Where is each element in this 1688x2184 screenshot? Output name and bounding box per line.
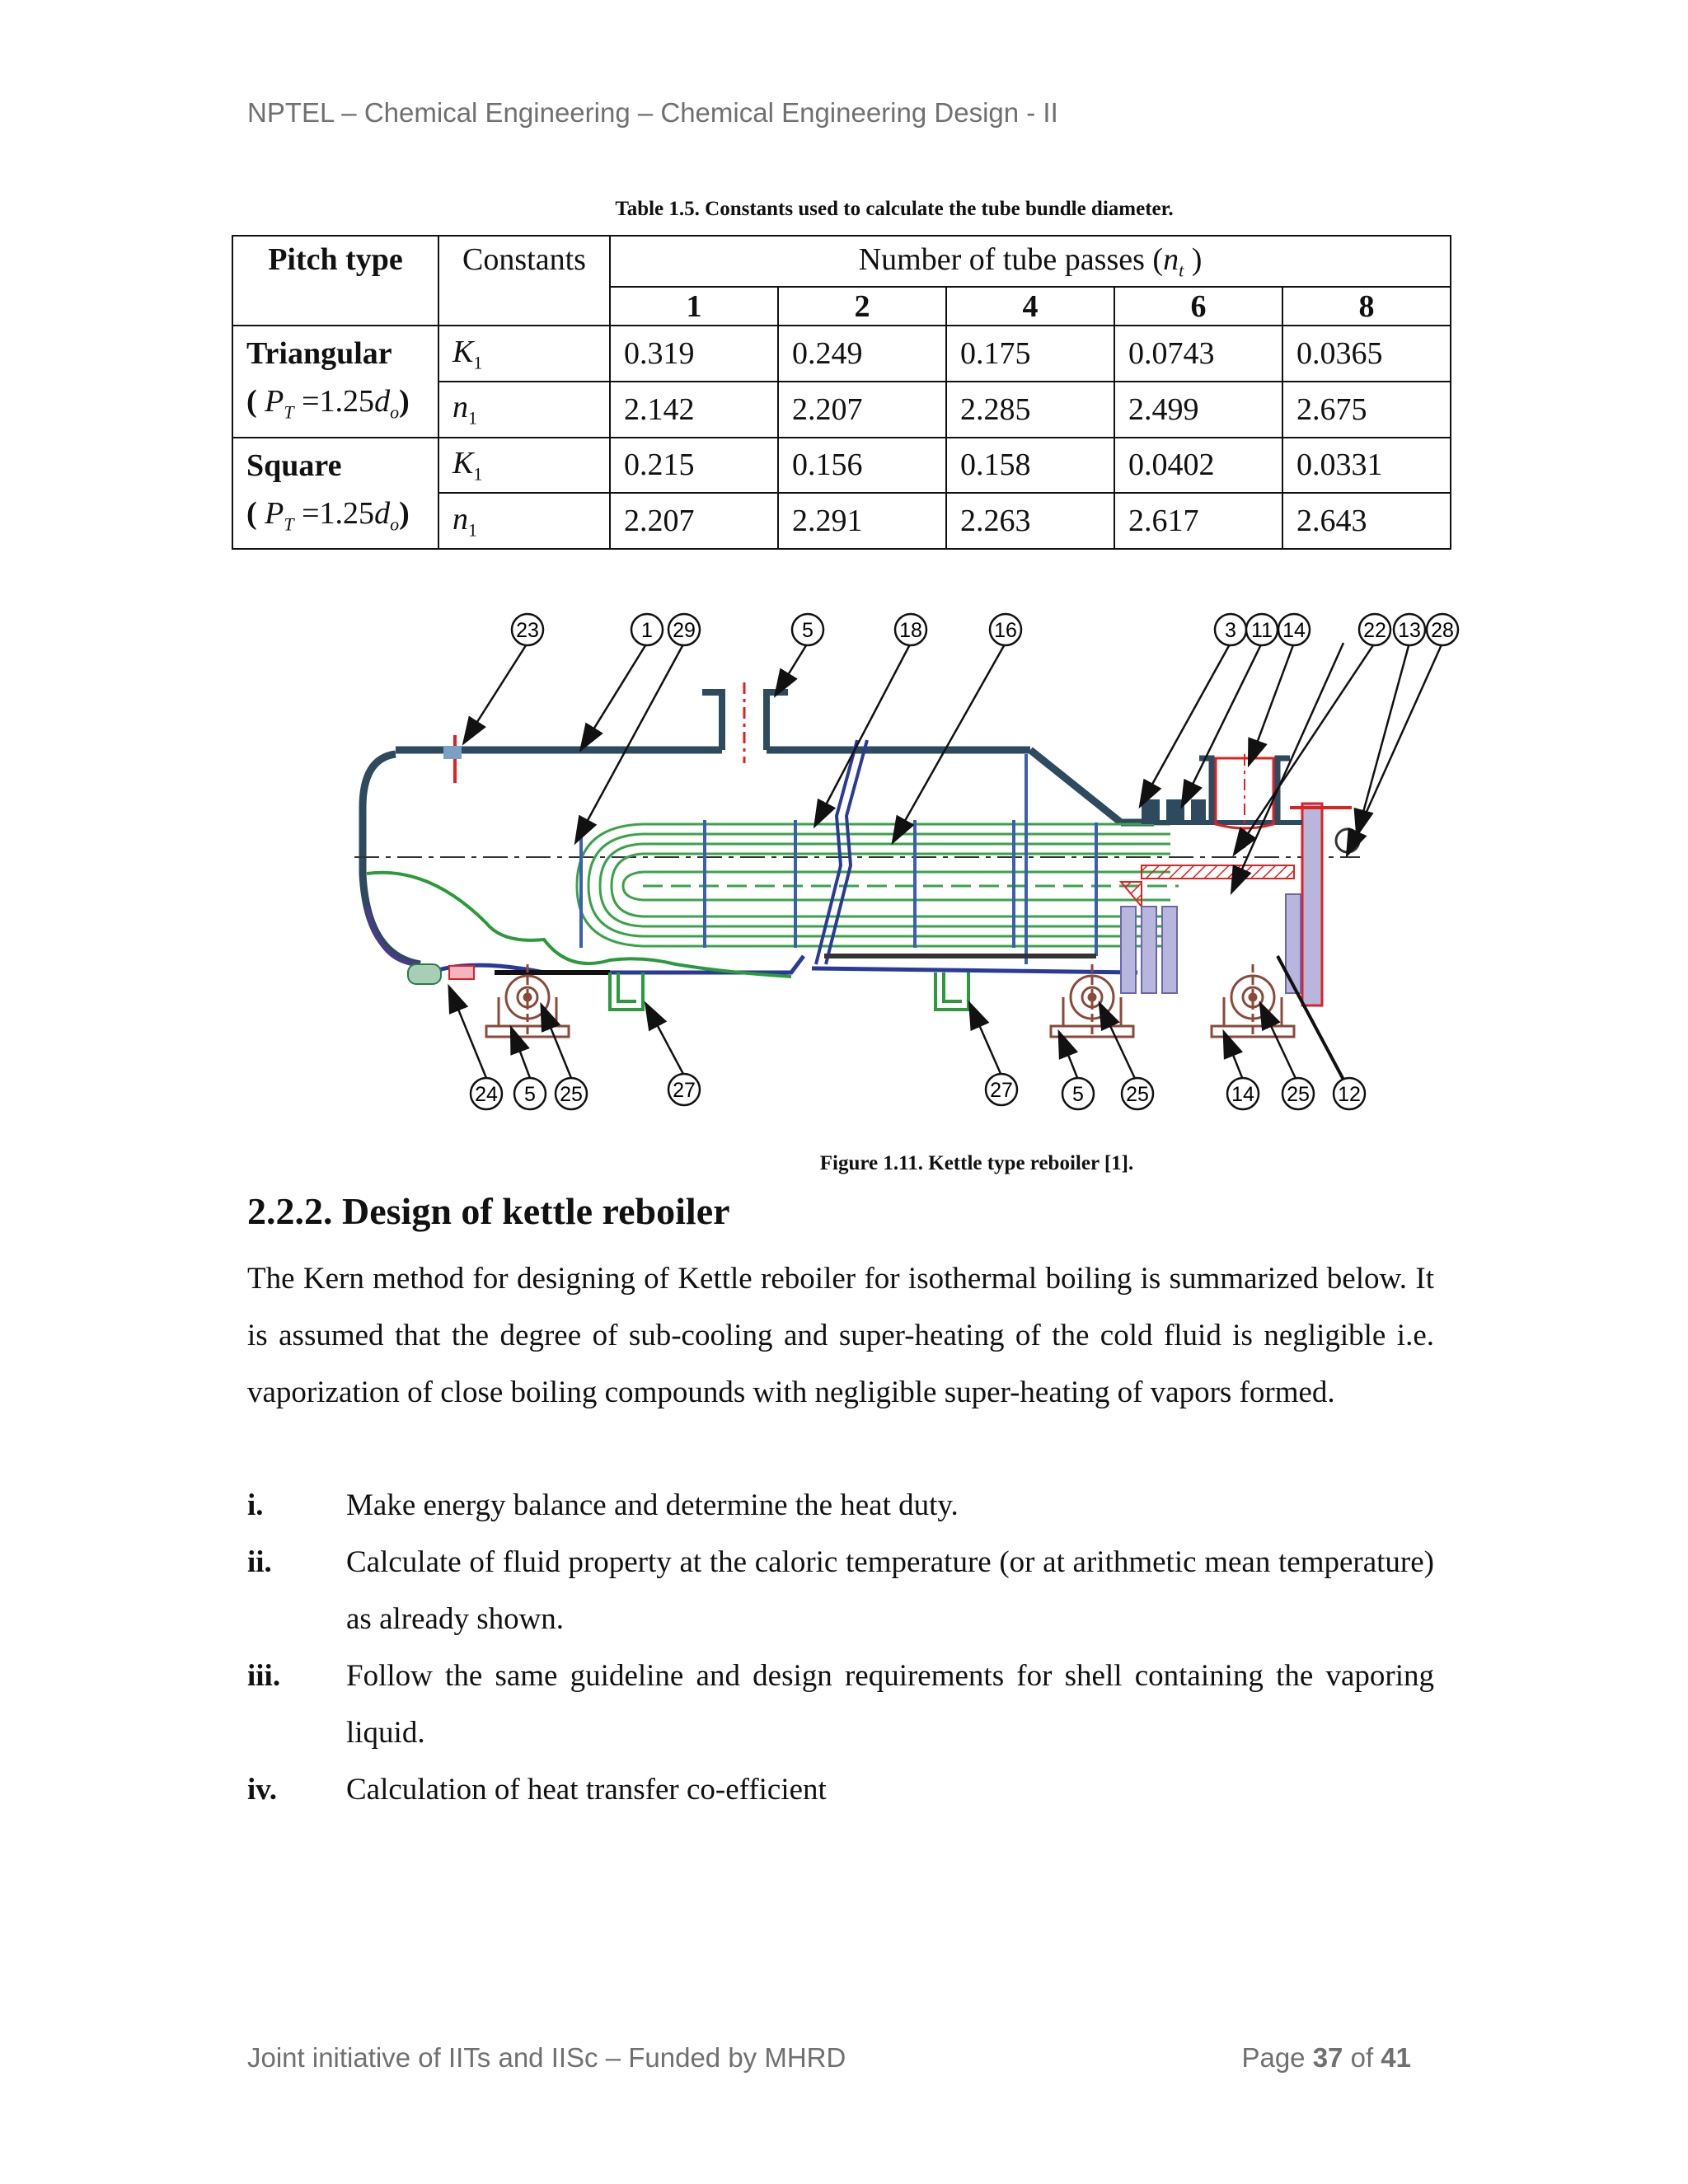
- liquid-level: [367, 873, 791, 977]
- table-cell: 0.215: [610, 438, 778, 494]
- pitch-condition: ( $P_T =1.25d_o$): [246, 384, 410, 423]
- list-item: [247, 1477, 1434, 1534]
- pass-1: 1: [610, 287, 778, 326]
- callout-label: 18: [899, 619, 922, 642]
- list-item: [247, 1761, 1434, 1818]
- top-callout-23: [512, 614, 543, 645]
- callout-label: 14: [1282, 619, 1306, 642]
- page-header: NPTEL – Chemical Engineering – Chemical Engineering Design - II: [247, 97, 1058, 128]
- callout-label: 25: [1287, 1083, 1310, 1106]
- top-callout-22: [1359, 614, 1390, 645]
- callout-label: 25: [1126, 1083, 1149, 1106]
- leader-lines: [470, 643, 1442, 882]
- constant-symbol: $n_1$: [438, 493, 610, 549]
- bottom-callout-14: [1227, 1078, 1259, 1109]
- table-cell: 0.0743: [1114, 326, 1282, 382]
- kettle-reboiler-figure: [330, 610, 1525, 1129]
- table-cell: 0.158: [946, 438, 1114, 494]
- table-cell: 0.175: [946, 326, 1114, 382]
- section-title: 2.2.2. Design of kettle reboiler: [247, 1190, 730, 1232]
- table-cell: 2.291: [778, 493, 946, 549]
- reboiler-shell: [354, 682, 1360, 977]
- step-list: [247, 1477, 1434, 1818]
- constants-header: Constants: [438, 236, 610, 326]
- pitch-square: Square ( $P_T =1.25d_o$): [232, 438, 438, 550]
- step-text: Follow the same guideline and design requirements for shell containing the vaporing liquid.: [346, 1659, 1434, 1750]
- bottom-callout-24: [471, 1078, 502, 1109]
- pass-4: 4: [946, 287, 1114, 326]
- callout-label: 22: [1363, 619, 1386, 642]
- drain-nozzle: [610, 972, 643, 1010]
- tube-bundle: [577, 824, 1179, 946]
- list-item: [247, 1647, 1434, 1761]
- step-number: iv.: [247, 1773, 277, 1807]
- table-row: [232, 438, 1451, 494]
- callout-label: 24: [475, 1083, 498, 1106]
- bottom-callout-25: [1282, 1078, 1314, 1109]
- table-cell: 0.0331: [1282, 438, 1451, 494]
- table-cell: 0.156: [778, 438, 946, 494]
- bottom-callouts: [471, 1074, 1365, 1109]
- footer-left: Joint initiative of IITs and IISc – Funded by MHRD: [247, 2042, 846, 2073]
- table-cell: 2.643: [1282, 493, 1451, 549]
- callout-label: 25: [560, 1083, 583, 1106]
- step-text: Calculation of heat transfer co-efficient: [346, 1773, 827, 1807]
- channel-head: [1121, 754, 1359, 1005]
- table-cell: 2.285: [946, 382, 1114, 438]
- callout-label: 29: [673, 619, 696, 642]
- bottom-callout-5: [514, 1078, 546, 1109]
- top-callout-5: [792, 614, 823, 645]
- table-cell: 2.207: [610, 493, 778, 549]
- top-callout-16: [990, 614, 1021, 645]
- table-cell: 2.207: [778, 382, 946, 438]
- bottom-callout-25: [556, 1078, 587, 1109]
- callout-label: 14: [1231, 1083, 1254, 1106]
- tube-passes-header: Number of tube passes ($n_t$ ): [610, 236, 1451, 287]
- callout-label: 12: [1338, 1083, 1361, 1106]
- top-callout-13: [1394, 614, 1425, 645]
- pitch-condition: ( $P_T =1.25d_o$): [246, 495, 410, 535]
- leader-lines: [453, 956, 1343, 1084]
- step-number: ii.: [247, 1545, 272, 1579]
- callout-label: 16: [994, 619, 1017, 642]
- callout-label: 11: [1251, 619, 1273, 642]
- constant-symbol: $K_1$: [438, 326, 610, 382]
- top-callout-3: [1215, 614, 1246, 645]
- callout-label: 3: [1225, 619, 1236, 642]
- constant-symbol: $K_1$: [438, 438, 610, 494]
- pass-8: 8: [1282, 287, 1451, 326]
- top-callout-11: [1246, 614, 1278, 645]
- callout-label: 5: [802, 619, 814, 642]
- pitch-type-header: Pitch type: [232, 236, 438, 326]
- table-cell: 2.675: [1282, 382, 1451, 438]
- bottom-callout-27: [668, 1074, 700, 1105]
- callout-label: 5: [524, 1083, 536, 1106]
- top-callout-28: [1427, 614, 1458, 645]
- callout-label: 23: [516, 619, 539, 642]
- top-callout-18: [895, 614, 926, 645]
- table-cell: 2.263: [946, 493, 1114, 549]
- callout-label: 27: [990, 1079, 1013, 1102]
- table-cell: 2.499: [1114, 382, 1282, 438]
- saddle-support: [1212, 964, 1294, 1037]
- bottom-callout-27: [986, 1074, 1017, 1105]
- drain-nozzle: [935, 972, 968, 1010]
- page-number: Page 37 of 41: [1241, 2042, 1411, 2073]
- table-row: [232, 326, 1451, 382]
- constants-table: [232, 235, 1451, 550]
- callout-label: 13: [1398, 619, 1421, 642]
- top-callout-29: [668, 614, 700, 645]
- step-text: Make energy balance and determine the heat duty.: [346, 1488, 959, 1522]
- table-cell: 0.249: [778, 326, 946, 382]
- table-cell: 0.319: [610, 326, 778, 382]
- top-callouts: [512, 614, 1458, 645]
- callout-label: 28: [1431, 619, 1454, 642]
- bottom-callout-12: [1334, 1078, 1365, 1109]
- pass-6: 6: [1114, 287, 1282, 326]
- figure-caption: Figure 1.11. Kettle type reboiler [1].: [819, 1152, 1134, 1174]
- table-cell: 2.142: [610, 382, 778, 438]
- constant-symbol: $n_1$: [438, 382, 610, 438]
- top-callout-1: [631, 614, 663, 645]
- pitch-triangular: Triangular ( $P_T =1.25d_o$): [232, 326, 438, 438]
- list-item: [247, 1534, 1434, 1647]
- table-cell: 2.617: [1114, 493, 1282, 549]
- table-cell: 0.0402: [1114, 438, 1282, 494]
- pass-2: 2: [778, 287, 946, 326]
- bottom-callout-25: [1122, 1078, 1153, 1109]
- callout-label: 5: [1072, 1083, 1084, 1106]
- table-cell: 0.0365: [1282, 326, 1451, 382]
- table-caption: Table 1.5. Constants used to calculate the tube bundle diameter.: [615, 198, 1174, 220]
- callout-label: 27: [673, 1079, 696, 1102]
- saddle-support: [486, 964, 569, 1037]
- callout-label: 1: [641, 619, 653, 642]
- step-number: iii.: [247, 1659, 281, 1693]
- top-callout-14: [1278, 614, 1310, 645]
- bottom-callout-5: [1062, 1078, 1094, 1109]
- step-number: i.: [247, 1488, 264, 1522]
- step-text: Calculate of fluid property at the caloric temperature (or at arithmetic mean temperature) as already shown.: [346, 1545, 1434, 1636]
- section-paragraph: The Kern method for designing of Kettle reboiler for isothermal boiling is summarized below. It is assumed that the degree of sub-cooling and super-heating of the cold fluid is negligible i.e. vaporization of close boiling compounds with negligible super-heating of vapors formed.: [247, 1262, 1434, 1409]
